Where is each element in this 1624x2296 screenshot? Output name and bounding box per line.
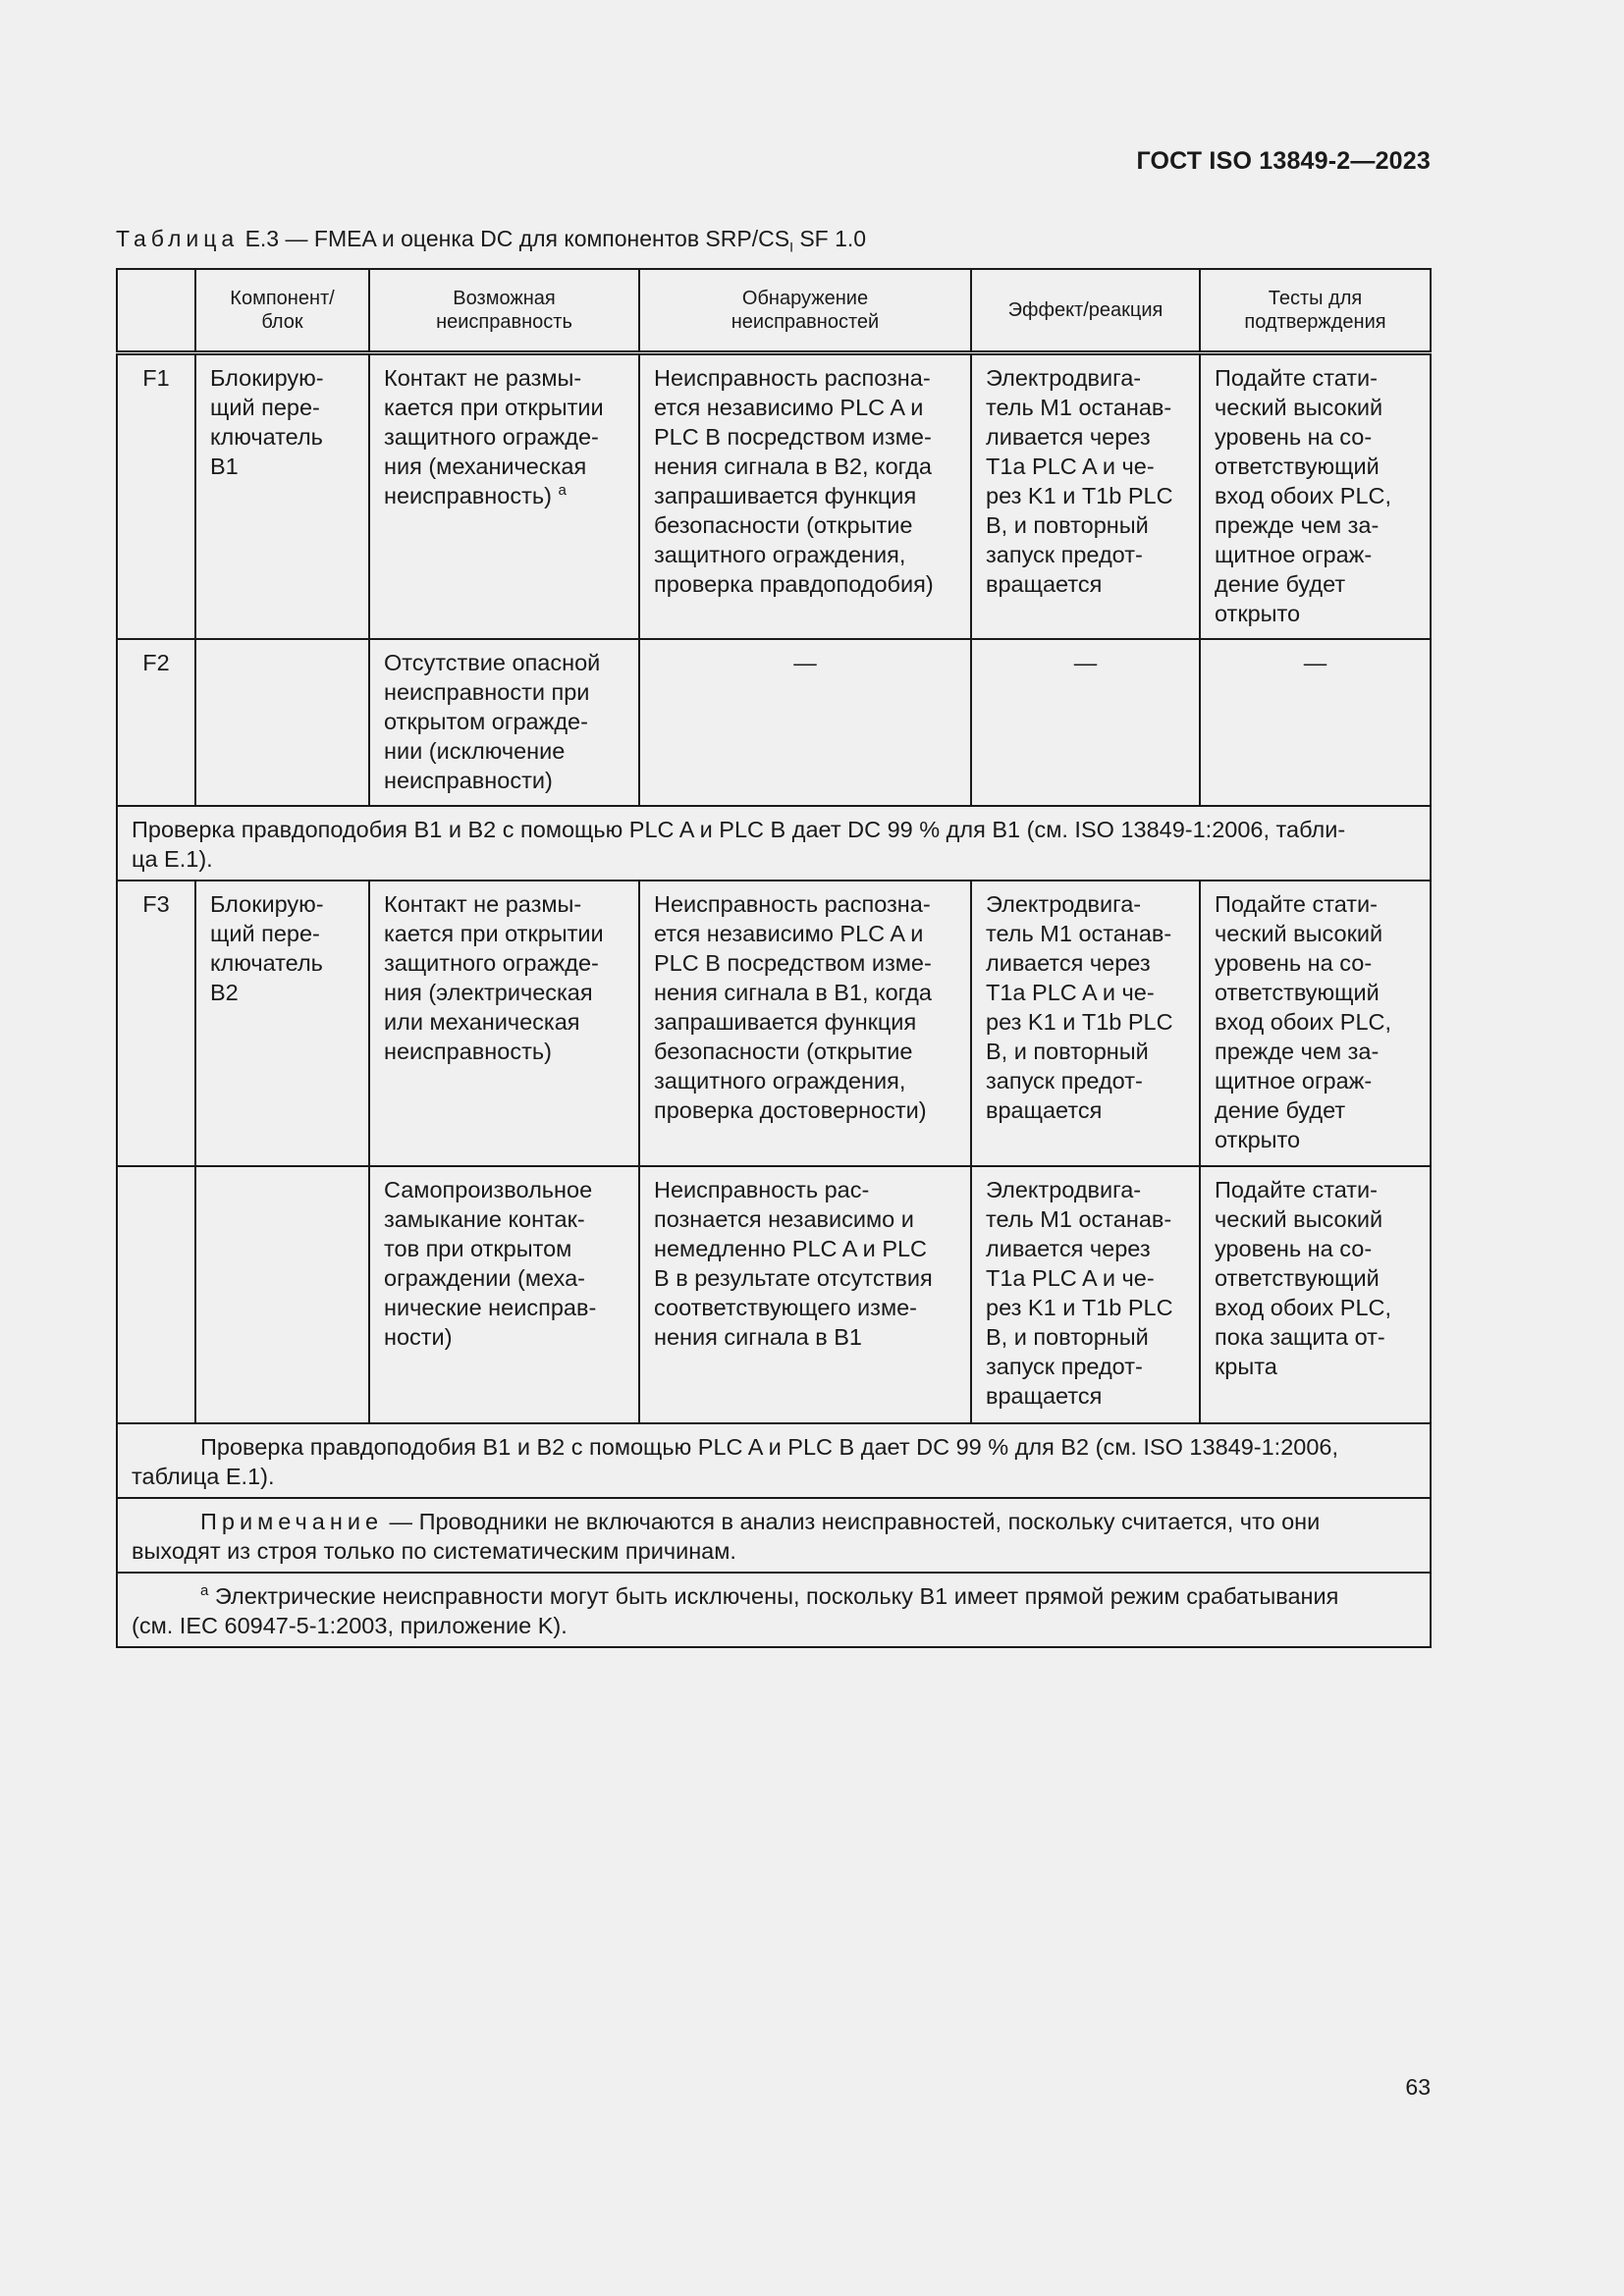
page-number: 63 <box>1405 2074 1431 2100</box>
row-fault: Контакт не размы- кается при открытии защитного огражде- ния (электрическая или механическая неисправность) <box>369 881 639 1166</box>
summary-row-b1 <box>117 806 1431 881</box>
row-fault-text: Контакт не размы- кается при открытии защитного огражде- ния (механическая неисправность) <box>384 365 604 508</box>
summary-b2: Проверка правдоподобия B1 и B2 с помощью PLC A и PLC B дает DC 99 % для B2 (см. ISO 13849-1:2006, таблица E.1). <box>117 1423 1431 1498</box>
row-detection: Неисправность рас- познается независимо и немедленно PLC A и PLC B в результате отсутствия соответствующего изме- нения сигнала в B1 <box>639 1166 971 1423</box>
caption-title-end: SF 1.0 <box>792 226 867 251</box>
row-effect: — <box>971 639 1200 806</box>
row-component: Блокирую- щий пере- ключатель B1 <box>195 353 369 639</box>
row-id: F2 <box>117 639 195 806</box>
row-detection: Неисправность распозна- ется независимо PLC A и PLC B посредством изме- нения сигнала в B1, когда запрашивается функция безопасности (открытие защитного ограждения, проверка достоверности) <box>639 881 971 1166</box>
note-row <box>117 1498 1431 1573</box>
summary-b1: Проверка правдоподобия B1 и B2 с помощью PLC A и PLC B дает DC 99 % для B1 (см. ISO 13849-1:2006, табли- ца E.1). <box>117 806 1431 881</box>
standard-id: ГОСТ ISO 13849-2—2023 <box>1136 147 1431 175</box>
caption-label: Таблица <box>116 226 240 251</box>
header-tests: Тесты для подтверждения <box>1200 269 1431 353</box>
footnote-mark: a <box>200 1581 209 1599</box>
row-component <box>195 639 369 806</box>
table-row <box>117 1166 1431 1423</box>
row-detection: — <box>639 639 971 806</box>
table-caption <box>116 226 866 255</box>
note-cell <box>117 1498 1431 1573</box>
row-effect: Электродвига- тель M1 останав- ливается через T1a PLC A и че- рез K1 и T1b PLC B, и повторный запуск предот- вращается <box>971 353 1200 639</box>
fmea-table <box>116 268 1432 1648</box>
note-text: — Проводники не включаются в анализ неисправностей, поскольку считается, что они выходят из строя только по систематическим причинам. <box>132 1508 1321 1564</box>
header-id <box>117 269 195 353</box>
footnote-ref: a <box>558 482 567 500</box>
header-component: Компонент/ блок <box>195 269 369 353</box>
table-row <box>117 881 1431 1166</box>
row-component: Блокирую- щий пере- ключатель B2 <box>195 881 369 1166</box>
row-fault: Отсутствие опасной неисправности при открытом огражде- нии (исключение неисправности) <box>369 639 639 806</box>
row-tests: Подайте стати- ческий высокий уровень на со- ответствующий вход обоих PLC, прежде чем за- щитное ограж- дение будет открыто <box>1200 353 1431 639</box>
table-row <box>117 639 1431 806</box>
note-label: Примечание <box>200 1508 384 1534</box>
row-effect: Электродвига- тель M1 останав- ливается через T1a PLC A и че- рез K1 и T1b PLC B, и повторный запуск предот- вращается <box>971 881 1200 1166</box>
row-fault: Самопроизвольное замыкание контак- тов при открытом ограждении (меха- нические неисправ- ности) <box>369 1166 639 1423</box>
table-header-row <box>117 269 1431 353</box>
caption-number: E.3 <box>244 226 280 251</box>
footnote-row <box>117 1573 1431 1647</box>
footnote-cell <box>117 1573 1431 1647</box>
row-fault <box>369 353 639 639</box>
row-tests: Подайте стати- ческий высокий уровень на со- ответствующий вход обоих PLC, прежде чем за- щитное ограж- дение будет открыто <box>1200 881 1431 1166</box>
caption-title: — FMEA и оценка DC для компонентов SRP/CS <box>285 226 790 251</box>
header-detection: Обнаружение неисправностей <box>639 269 971 353</box>
row-component <box>195 1166 369 1423</box>
footnote-text: Электрические неисправности могут быть исключены, поскольку B1 имеет прямой режим срабатывания (см. IEC 60947-5-1:2003, приложение K). <box>132 1582 1339 1638</box>
row-tests: — <box>1200 639 1431 806</box>
row-detection: Неисправность распозна- ется независимо PLC A и PLC B посредством изме- нения сигнала в B2, когда запрашивается функция безопасности (открытие защитного ограждения, проверка правдоподобия) <box>639 353 971 639</box>
summary-row-b2 <box>117 1423 1431 1498</box>
row-effect: Электродвига- тель M1 останав- ливается через T1a PLC A и че- рез K1 и T1b PLC B, и повторный запуск предот- вращается <box>971 1166 1200 1423</box>
header-fault: Возможная неисправность <box>369 269 639 353</box>
row-tests: Подайте стати- ческий высокий уровень на со- ответствующий вход обоих PLC, пока защита от- крыта <box>1200 1166 1431 1423</box>
header-effect: Эффект/реакция <box>971 269 1200 353</box>
row-id: F1 <box>117 353 195 639</box>
caption-subscript: I <box>789 239 793 255</box>
table-row <box>117 353 1431 639</box>
row-id <box>117 1166 195 1423</box>
row-id: F3 <box>117 881 195 1166</box>
